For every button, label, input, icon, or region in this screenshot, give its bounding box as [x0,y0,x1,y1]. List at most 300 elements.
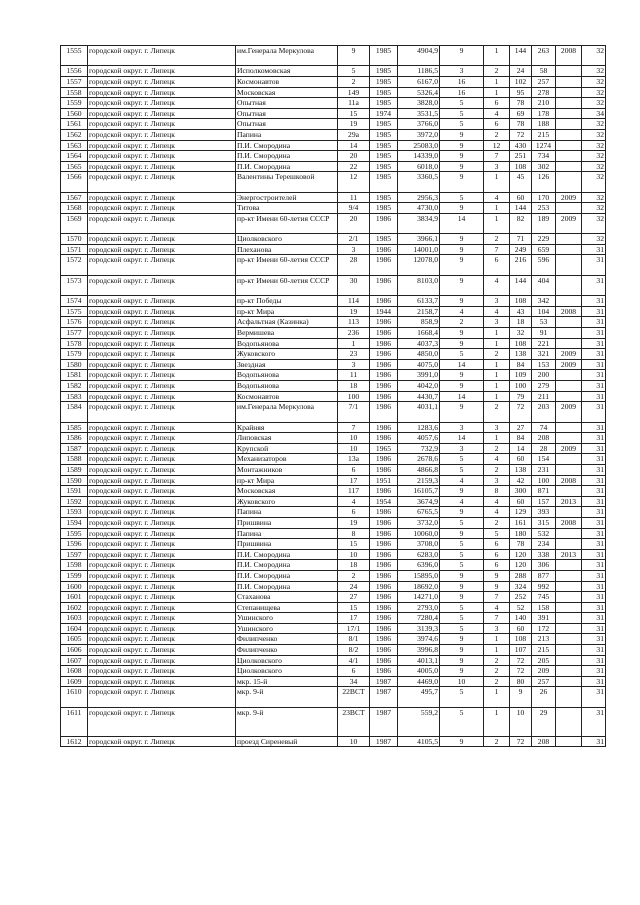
floors-cell: 5 [440,454,484,465]
district-cell: городской округ. г. Липецк [88,213,236,233]
year-built-cell: 1944 [370,306,398,317]
floors-cell: 5 [440,560,484,571]
row-number-cell: 1561 [61,119,88,130]
table-row [61,486,606,497]
street-cell: Папина [236,129,338,140]
table-row [61,140,606,151]
area-cell: 14339,0 [398,151,440,162]
rate-cell: 31 [582,328,606,339]
rate-cell: 31 [582,422,606,433]
entrances-cell: 1 [484,687,510,707]
table-row [61,296,606,307]
apartments-cell: 9 [510,687,532,707]
floors-cell: 5 [440,108,484,119]
apartments-cell: 14 [510,443,532,454]
apartments-cell: 100 [510,381,532,392]
apartments-cell: 72 [510,736,532,747]
residents-cell: 278 [532,87,556,98]
row-number-cell: 1569 [61,213,88,233]
district-cell: городской округ. г. Липецк [88,203,236,214]
rate-cell: 31 [582,370,606,381]
street-cell: Циолковского [236,234,338,245]
district-cell: городской округ. г. Липецк [88,129,236,140]
floors-cell: 9 [440,666,484,677]
street-cell: Опытная [236,119,338,130]
table-row [61,87,606,98]
table-row [61,213,606,233]
floors-cell: 9 [440,234,484,245]
repair-year-cell: 2013 [556,549,582,560]
year-built-cell: 1987 [370,736,398,747]
house-number-cell: 149 [338,87,370,98]
house-number-cell: 20 [338,151,370,162]
table-row [61,66,606,77]
row-number-cell: 1611 [61,707,88,736]
rate-cell: 31 [582,244,606,255]
table-row [61,736,606,747]
rate-cell: 32 [582,151,606,162]
street-cell: Вермишева [236,328,338,339]
area-cell: 6133,7 [398,296,440,307]
row-number-cell: 1562 [61,129,88,140]
house-number-cell: 19 [338,517,370,528]
row-number-cell: 1589 [61,464,88,475]
area-cell: 6167,0 [398,76,440,87]
street-cell: П.И. Смородина [236,549,338,560]
house-number-cell: 23 [338,349,370,360]
apartments-cell: 82 [510,213,532,233]
street-cell: Жуковского [236,496,338,507]
residents-cell: 231 [532,464,556,475]
rate-cell: 34 [582,108,606,119]
house-number-cell: 19 [338,119,370,130]
rate-cell: 31 [582,391,606,402]
table-row [61,623,606,634]
table-row [61,119,606,130]
table-row [61,443,606,454]
rate-cell: 31 [582,402,606,422]
street-cell: Жуковского [236,349,338,360]
house-number-cell: 12 [338,172,370,192]
entrances-cell: 1 [484,645,510,656]
repair-year-cell [556,275,582,295]
apartments-cell: 140 [510,613,532,624]
area-cell: 3766,0 [398,119,440,130]
house-number-cell: 100 [338,391,370,402]
row-number-cell: 1602 [61,602,88,613]
rate-cell: 32 [582,192,606,203]
street-cell: Циолковского [236,655,338,666]
house-number-cell: 11 [338,192,370,203]
row-number-cell: 1606 [61,645,88,656]
floors-cell: 9 [440,275,484,295]
house-number-cell: 10 [338,549,370,560]
table-row [61,370,606,381]
row-number-cell: 1609 [61,676,88,687]
floors-cell: 9 [440,736,484,747]
floors-cell: 14 [440,391,484,402]
district-cell: городской округ. г. Липецк [88,76,236,87]
rate-cell: 32 [582,66,606,77]
residents-cell: 154 [532,454,556,465]
row-number-cell: 1563 [61,140,88,151]
apartments-cell: 108 [510,338,532,349]
district-cell: городской округ. г. Липецк [88,296,236,307]
street-cell: Липовская [236,433,338,444]
table-row [61,108,606,119]
district-cell: городской округ. г. Липецк [88,613,236,624]
year-built-cell: 1986 [370,623,398,634]
repair-year-cell [556,234,582,245]
floors-cell: 16 [440,76,484,87]
rate-cell: 32 [582,234,606,245]
repair-year-cell [556,486,582,497]
repair-year-cell [556,370,582,381]
floors-cell: 4 [440,475,484,486]
area-cell: 4904,9 [398,46,440,66]
year-built-cell: 1985 [370,119,398,130]
floors-cell: 9 [440,592,484,603]
repair-year-cell [556,634,582,645]
table-row [61,507,606,518]
apartments-cell: 138 [510,464,532,475]
row-number-cell: 1570 [61,234,88,245]
floors-cell: 5 [440,623,484,634]
table-row [61,98,606,109]
repair-year-cell: 2008 [556,46,582,66]
district-cell: городской округ. г. Липецк [88,475,236,486]
year-built-cell: 1987 [370,676,398,687]
row-number-cell: 1560 [61,108,88,119]
floors-cell: 9 [440,129,484,140]
house-number-cell: 3 [338,244,370,255]
street-cell: Ушинского [236,623,338,634]
entrances-cell: 6 [484,549,510,560]
residents-cell: 342 [532,296,556,307]
district-cell: городской округ. г. Липецк [88,623,236,634]
floors-cell: 2 [440,317,484,328]
residents-cell: 208 [532,433,556,444]
street-cell: Водопьянова [236,370,338,381]
table-row [61,151,606,162]
repair-year-cell [556,161,582,172]
street-cell: пр-кт Имени 60-летия СССР [236,255,338,275]
area-cell: 6018,0 [398,161,440,172]
apartments-cell: 324 [510,581,532,592]
residents-cell: 205 [532,655,556,666]
house-number-cell: 27 [338,592,370,603]
entrances-cell: 2 [484,234,510,245]
entrances-cell: 4 [484,496,510,507]
entrances-cell: 2 [484,129,510,140]
street-cell: Космонавтов [236,391,338,402]
rate-cell: 31 [582,736,606,747]
row-number-cell: 1590 [61,475,88,486]
apartments-cell: 78 [510,98,532,109]
apartments-cell: 45 [510,172,532,192]
residents-cell: 734 [532,151,556,162]
residents-cell: 178 [532,108,556,119]
house-number-cell: 20 [338,213,370,233]
house-number-cell: 117 [338,486,370,497]
area-cell: 6396,0 [398,560,440,571]
repair-year-cell [556,66,582,77]
residents-cell: 126 [532,172,556,192]
area-cell: 3674,9 [398,496,440,507]
apartments-cell: 120 [510,549,532,560]
entrances-cell: 2 [484,402,510,422]
house-number-cell: 6 [338,666,370,677]
house-number-cell: 15 [338,539,370,550]
house-number-cell: 18 [338,560,370,571]
street-cell: Асфальтная (Казинка) [236,317,338,328]
area-cell: 6765,5 [398,507,440,518]
rate-cell: 32 [582,161,606,172]
rate-cell: 31 [582,507,606,518]
entrances-cell: 4 [484,454,510,465]
house-number-cell: 2 [338,76,370,87]
row-number-cell: 1599 [61,570,88,581]
table-row [61,76,606,87]
entrances-cell: 1 [484,203,510,214]
row-number-cell: 1594 [61,517,88,528]
row-number-cell: 1556 [61,66,88,77]
row-number-cell: 1596 [61,539,88,550]
area-cell: 4850,0 [398,349,440,360]
house-number-cell: 11а [338,98,370,109]
district-cell: городской округ. г. Липецк [88,736,236,747]
table-row [61,317,606,328]
floors-cell: 14 [440,213,484,233]
year-built-cell: 1986 [370,549,398,560]
apartments-cell: 95 [510,87,532,98]
entrances-cell: 1 [484,46,510,66]
entrances-cell: 4 [484,507,510,518]
rate-cell: 31 [582,676,606,687]
area-cell: 858,9 [398,317,440,328]
house-number-cell: 15 [338,602,370,613]
table-row [61,634,606,645]
row-number-cell: 1580 [61,359,88,370]
residents-cell: 215 [532,645,556,656]
floors-cell: 5 [440,349,484,360]
year-built-cell: 1986 [370,359,398,370]
district-cell: городской округ. г. Липецк [88,560,236,571]
area-cell: 2678,6 [398,454,440,465]
rate-cell: 32 [582,98,606,109]
entrances-cell: 2 [484,349,510,360]
entrances-cell: 7 [484,244,510,255]
apartments-cell: 27 [510,422,532,433]
apartments-cell: 300 [510,486,532,497]
street-cell: Механизаторов [236,454,338,465]
street-cell: мкр. 15-й [236,676,338,687]
year-built-cell: 1986 [370,402,398,422]
repair-year-cell [556,645,582,656]
area-cell: 3360,5 [398,172,440,192]
district-cell: городской округ. г. Липецк [88,172,236,192]
repair-year-cell [556,528,582,539]
year-built-cell: 1986 [370,486,398,497]
district-cell: городской округ. г. Липецк [88,507,236,518]
residents-cell: 158 [532,602,556,613]
entrances-cell: 9 [484,581,510,592]
district-cell: городской округ. г. Липецк [88,666,236,677]
area-cell: 3828,0 [398,98,440,109]
house-number-cell: 2/1 [338,234,370,245]
row-number-cell: 1588 [61,454,88,465]
area-cell: 3966,1 [398,234,440,245]
rate-cell: 31 [582,496,606,507]
house-number-cell: 28 [338,255,370,275]
house-number-cell: 19 [338,306,370,317]
residents-cell: 200 [532,370,556,381]
residents-cell: 253 [532,203,556,214]
area-cell: 3972,0 [398,129,440,140]
rate-cell: 32 [582,119,606,130]
table-row [61,602,606,613]
rate-cell: 31 [582,623,606,634]
area-cell: 4013,1 [398,655,440,666]
residents-cell: 338 [532,549,556,560]
year-built-cell: 1986 [370,570,398,581]
year-built-cell: 1986 [370,338,398,349]
rate-cell: 31 [582,317,606,328]
house-number-cell: 14 [338,140,370,151]
repair-year-cell: 2009 [556,213,582,233]
table-row [61,645,606,656]
apartments-cell: 72 [510,655,532,666]
floors-cell: 14 [440,359,484,370]
district-cell: городской округ. г. Липецк [88,151,236,162]
repair-year-cell [556,296,582,307]
street-cell: П.И. Смородина [236,560,338,571]
street-cell: Опытная [236,98,338,109]
residents-cell: 209 [532,666,556,677]
year-built-cell: 1954 [370,496,398,507]
entrances-cell: 3 [484,317,510,328]
house-number-cell: 8/2 [338,645,370,656]
rate-cell: 32 [582,46,606,66]
row-number-cell: 1610 [61,687,88,707]
repair-year-cell [556,570,582,581]
repair-year-cell [556,381,582,392]
apartments-cell: 251 [510,151,532,162]
district-cell: городской округ. г. Липецк [88,422,236,433]
floors-cell: 9 [440,161,484,172]
street-cell: Стаханова [236,592,338,603]
row-number-cell: 1567 [61,192,88,203]
entrances-cell: 4 [484,192,510,203]
row-number-cell: 1592 [61,496,88,507]
area-cell: 15895,0 [398,570,440,581]
street-cell: Московская [236,87,338,98]
street-cell: Крайняя [236,422,338,433]
apartments-cell: 216 [510,255,532,275]
district-cell: городской округ. г. Липецк [88,549,236,560]
area-cell: 1186,5 [398,66,440,77]
repair-year-cell [556,98,582,109]
district-cell: городской округ. г. Липецк [88,433,236,444]
street-cell: мкр. 9-й [236,687,338,707]
floors-cell: 9 [440,655,484,666]
rate-cell: 31 [582,338,606,349]
street-cell: Филипченко [236,634,338,645]
table-row [61,359,606,370]
repair-year-cell: 2009 [556,359,582,370]
repair-year-cell [556,244,582,255]
residents-cell: 170 [532,192,556,203]
year-built-cell: 1985 [370,98,398,109]
entrances-cell: 4 [484,602,510,613]
floors-cell: 9 [440,402,484,422]
apartments-cell: 144 [510,203,532,214]
residents-cell: 321 [532,349,556,360]
row-number-cell: 1573 [61,275,88,295]
row-number-cell: 1585 [61,422,88,433]
district-cell: городской округ. г. Липецк [88,140,236,151]
repair-year-cell [556,140,582,151]
area-cell: 4042,0 [398,381,440,392]
repair-year-cell [556,203,582,214]
apartments-cell: 109 [510,370,532,381]
district-cell: городской округ. г. Липецк [88,707,236,736]
entrances-cell: 1 [484,634,510,645]
district-cell: городской округ. г. Липецк [88,46,236,66]
area-cell: 2793,0 [398,602,440,613]
rate-cell: 31 [582,570,606,581]
floors-cell: 9 [440,296,484,307]
repair-year-cell [556,129,582,140]
entrances-cell: 1 [484,370,510,381]
year-built-cell: 1985 [370,76,398,87]
entrances-cell: 6 [484,98,510,109]
street-cell: пр-кт Имени 60-летия СССР [236,213,338,233]
street-cell: Папина [236,507,338,518]
rate-cell: 32 [582,172,606,192]
area-cell: 3834,9 [398,213,440,233]
year-built-cell: 1986 [370,655,398,666]
floors-cell: 4 [440,496,484,507]
entrances-cell: 2 [484,517,510,528]
entrances-cell: 6 [484,119,510,130]
house-number-cell: 17 [338,475,370,486]
house-number-cell: 11 [338,370,370,381]
district-cell: городской округ. г. Липецк [88,402,236,422]
area-cell: 18692,0 [398,581,440,592]
entrances-cell: 6 [484,255,510,275]
floors-cell: 9 [440,203,484,214]
area-cell: 3974,6 [398,634,440,645]
rate-cell: 31 [582,381,606,392]
apartments-cell: 60 [510,454,532,465]
year-built-cell: 1986 [370,328,398,339]
year-built-cell: 1985 [370,66,398,77]
residents-cell: 74 [532,422,556,433]
street-cell: Папина [236,528,338,539]
row-number-cell: 1582 [61,381,88,392]
floors-cell: 5 [440,464,484,475]
rate-cell: 31 [582,517,606,528]
row-number-cell: 1591 [61,486,88,497]
street-cell: Московская [236,486,338,497]
street-cell: П.И. Смородина [236,140,338,151]
residents-cell: 221 [532,338,556,349]
table-row [61,306,606,317]
floors-cell: 9 [440,645,484,656]
entrances-cell: 5 [484,528,510,539]
row-number-cell: 1598 [61,560,88,571]
